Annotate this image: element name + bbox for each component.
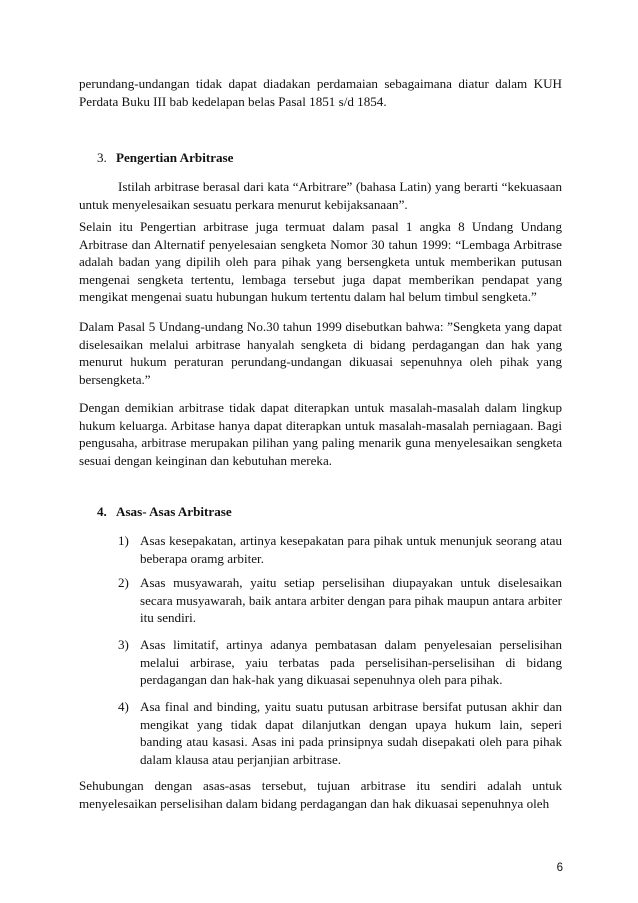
list-item xyxy=(118,574,562,627)
list-item xyxy=(118,636,562,689)
list-item-marker: 1) xyxy=(118,533,129,548)
list-item-marker: 2) xyxy=(118,575,129,590)
section-3-paragraph-1: Istilah arbitrase berasal dari kata “Arbitrare” (bahasa Latin) yang berarti “kekuasaan untuk menyelesaikan sesuatu perkara menurut kebijaksanaan”. xyxy=(79,179,562,212)
list-item-marker: 4) xyxy=(118,699,129,714)
list-item xyxy=(118,698,562,768)
page-number: 6 xyxy=(556,862,563,874)
section-4-number: 4. xyxy=(97,504,107,519)
list-item-text: Asas limitatif, artinya adanya pembatasan dalam penyelesaian perselisihan melalui arbirase, yaiu terbatas pada perselisihan-perselisihan di bidang perdagangan dan hak-hak yang dikuasai sepenuhnya oleh para pihak. xyxy=(140,637,562,688)
intro-paragraph: perundang-undangan tidak dapat diadakan perdamaian sebagaimana diatur dalam KUH Perdata Buku III bab kedelapan belas Pasal 1851 s/d 1854. xyxy=(79,76,562,109)
section-3-heading xyxy=(97,149,233,167)
list-item-text: Asas musyawarah, yaitu setiap perselisihan diupayakan untuk diselesaikan secara musyawarah, baik antara arbiter dengan para pihak maupun antara arbiter itu sendiri. xyxy=(140,575,562,626)
list-item-text: Asa final and binding, yaitu suatu putusan arbitrase bersifat putusan akhir dan mengikat yang tidak dapat dilanjutkan dengan upaya hukum lain, seperi banding atau kasasi. Asas ini pada prinsipnya sudah disepakati oleh para pihak dalam klausa atau perjanjian arbitrase. xyxy=(140,699,562,767)
list-item-text: Asas kesepakatan, artinya kesepakatan para pihak untuk menunjuk seorang atau beberapa oramg arbiter. xyxy=(140,533,562,566)
closing-paragraph: Sehubungan dengan asas-asas tersebut, tujuan arbitrase itu sendiri adalah untuk menyelesaikan perselisihan dalam bidang perdagangan dan hak dikuasai sepenuhnya oleh xyxy=(79,778,562,811)
section-3-paragraph-2: Selain itu Pengertian arbitrase juga termuat dalam pasal 1 angka 8 Undang Undang Arbitrase dan Alternatif penyelesaian sengketa Nomor 30 tahun 1999: “Lembaga Arbitrase adalah badan yang dipilih oleh para pihak yang bersengketa untuk memberikan putusan mengenai sengketa tertentu, lembaga tersebut juga dapat memberikan pendapat yang mengikat mengenai suatu hubungan hukum tertentu dalam hal belum timbul sengketa.” xyxy=(79,219,562,305)
section-3-title: Pengertian Arbitrase xyxy=(116,150,234,165)
list-item xyxy=(118,532,562,567)
list-item-marker: 3) xyxy=(118,637,129,652)
section-3-paragraph-4: Dengan demikian arbitrase tidak dapat diterapkan untuk masalah-masalah dalam lingkup hukum keluarga. Arbitase hanya dapat diterapkan untuk masalah-masalah perniagaan. Bagi pengusaha, arbitrase merupakan pilihan yang paling menarik guna menyelesaikan sengketa sesuai dengan keinginan dan kebutuhan mereka. xyxy=(79,400,562,468)
section-4-heading xyxy=(97,503,232,521)
section-3-paragraph-3: Dalam Pasal 5 Undang-undang No.30 tahun 1999 disebutkan bahwa: ”Sengketa yang dapat diselesaikan melalui arbitrase hanyalah sengketa di bidang perdagangan dan hak yang menurut hukum peraturan perundang-undangan dikuasai sepenuhnya oleh pihak yang bersengketa.” xyxy=(79,319,562,387)
section-4-title: Asas- Asas Arbitrase xyxy=(116,504,232,519)
section-3-number: 3. xyxy=(97,150,107,165)
